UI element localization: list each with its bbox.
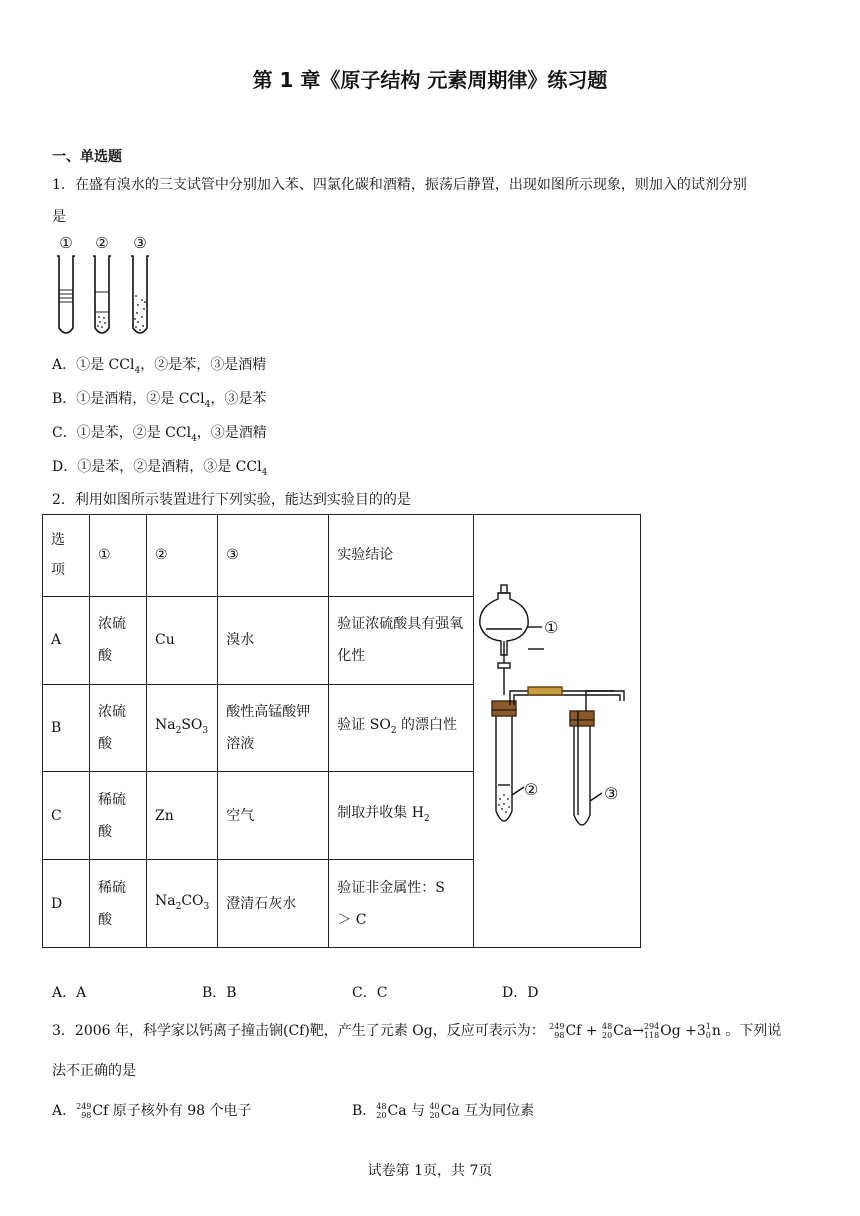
q2-stem: 2．利用如图所示装置进行下列实验，能达到实验目的的是 xyxy=(52,492,411,508)
test-tube-3 xyxy=(131,256,149,333)
tube-label-3: ③ xyxy=(133,234,147,252)
q3-stem-line1: 3．2006 年，科学家以钙离子撞击锎(Cf)靶，产生了元素 Og，反应可表示为： 249 98 Cf + 48 20 Ca→ 294 118 Og +3 1 0 n 。下列说 xyxy=(52,1022,782,1040)
apparatus-label-3: ③ xyxy=(604,784,619,803)
apparatus-label-2: ② xyxy=(524,780,539,799)
header-col2: ② xyxy=(147,515,218,597)
header-option: 选项 xyxy=(43,515,90,597)
header-col1: ① xyxy=(90,515,147,597)
table-row: D 稀硫酸 $Na_2CO_3$ 澄清石灰水 验证非金属性：S ＞ C xyxy=(43,860,641,948)
table-header-row xyxy=(43,515,641,597)
table-row: C 稀硫酸 Zn 空气 制取并收集 $H_2$ xyxy=(43,772,641,860)
experiment-table xyxy=(42,514,641,948)
q3-option-b[interactable]: B． 48 20 Ca 与 40 20 Ca 互为同位素 xyxy=(352,1102,535,1120)
rubber-connector xyxy=(528,687,562,695)
q2-option-b[interactable]: B．B xyxy=(202,985,237,1001)
test-tube-2 xyxy=(93,256,111,333)
q1-option-d[interactable]: D．①是苯，②是酒精，③是 CCl$_4$ xyxy=(52,459,268,478)
q2-option-c[interactable]: C．C xyxy=(352,985,388,1001)
apparatus-cell xyxy=(474,515,641,948)
q3-stem-line2: 法不正确的是 xyxy=(52,1063,136,1079)
apparatus-label-1: ① xyxy=(544,618,559,637)
header-col3: ③ xyxy=(218,515,329,597)
table-row: A 浓硫酸 Cu 溴水 验证浓硫酸具有强氧化性 xyxy=(43,596,641,684)
q2-option-d[interactable]: D．D xyxy=(502,985,539,1001)
q1-option-a[interactable]: A．①是 CCl$_4$，②是苯，③是酒精 xyxy=(52,357,267,376)
q3-option-a[interactable]: A． 249 98 Cf 原子核外有 98 个电子 xyxy=(52,1102,252,1120)
page-title: 第 1 章《原子结构 元素周期律》练习题 xyxy=(252,68,608,92)
apparatus-diagram xyxy=(474,515,640,935)
table-row: B 浓硫酸 $Na_2SO_3$ 酸性高锰酸钾溶液 验证 $SO_2$ 的漂白性 xyxy=(43,684,641,772)
test-tubes-figure xyxy=(50,232,160,342)
q1-option-c[interactable]: C．①是苯，②是 CCl$_4$，③是酒精 xyxy=(52,425,267,444)
q1-stem-line2: 是 xyxy=(52,209,66,225)
q1-option-b[interactable]: B．①是酒精，②是 CCl$_4$，③是苯 xyxy=(52,391,267,410)
page-footer: 试卷第 1页，共 7页 xyxy=(367,1163,493,1179)
header-conclusion: 实验结论 xyxy=(329,515,474,597)
q1-stem-line1: 1．在盛有溴水的三支试管中分别加入苯、四氯化碳和酒精，振荡后静置，出现如图所示现象，则加入的试剂分别 xyxy=(52,177,747,193)
tube-label-2: ② xyxy=(95,234,109,252)
tube-label-1: ① xyxy=(59,234,73,252)
test-tube-1 xyxy=(57,256,75,333)
collecting-tube xyxy=(574,715,590,825)
section-heading: 一、单选题 xyxy=(52,149,122,165)
q2-option-a[interactable]: A．A xyxy=(52,985,87,1001)
